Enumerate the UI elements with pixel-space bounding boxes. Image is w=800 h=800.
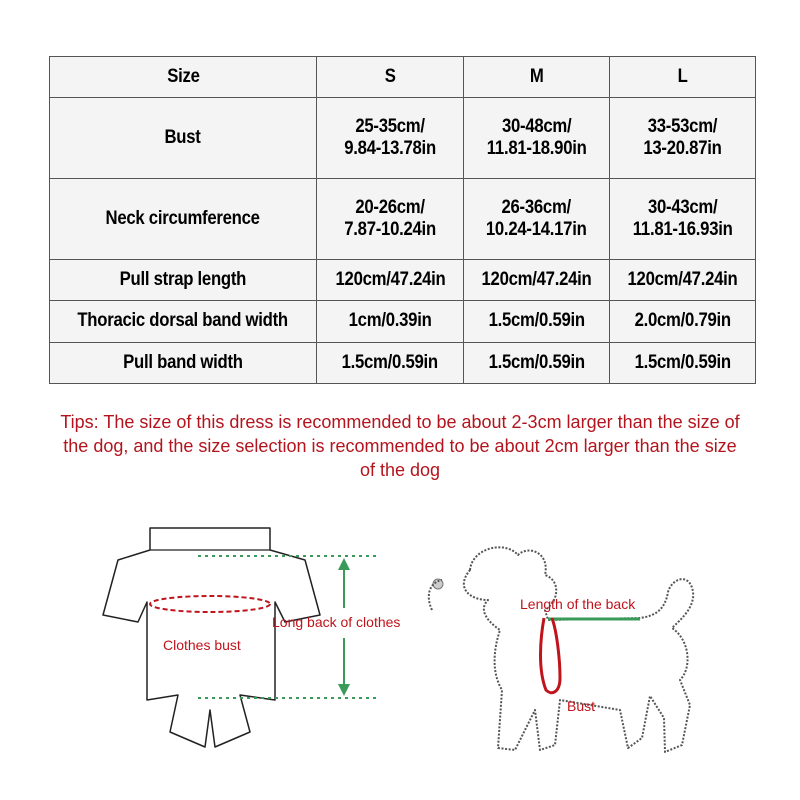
table-cell: 30-48cm/ 11.81-18.90in xyxy=(464,98,610,179)
dog-silhouette xyxy=(464,547,693,752)
table-cell: 20-26cm/ 7.87-10.24in xyxy=(317,179,464,260)
table-cell: 1.5cm/0.59in xyxy=(464,342,610,383)
table-cell: 1.5cm/0.59in xyxy=(317,342,464,383)
measurement-diagrams xyxy=(0,500,800,800)
table-header-row xyxy=(50,57,756,98)
table-row xyxy=(50,260,756,301)
table-cell: 1cm/0.39in xyxy=(317,301,464,342)
table-cell: 25-35cm/ 9.84-13.78in xyxy=(317,98,464,179)
header-s: S xyxy=(317,57,464,98)
dog-bust-label: Bust xyxy=(567,698,596,714)
row-label: Neck circumference xyxy=(50,179,317,260)
arrow-head-up xyxy=(338,558,350,570)
table-cell: 2.0cm/0.79in xyxy=(610,301,756,342)
arrow-head-down xyxy=(338,684,350,696)
size-chart-body xyxy=(50,57,756,384)
dog-bust-ring xyxy=(541,618,561,693)
table-row xyxy=(50,98,756,179)
clothes-diagram xyxy=(103,528,400,747)
size-chart-table xyxy=(49,56,756,384)
row-label: Bust xyxy=(50,98,317,179)
table-cell: 26-36cm/ 10.24-14.17in xyxy=(464,179,610,260)
dog-back-label: Length of the back xyxy=(520,596,636,612)
table-cell: 120cm/47.24in xyxy=(610,260,756,301)
table-row xyxy=(50,301,756,342)
table-row xyxy=(50,342,756,383)
long-back-label: Long back of clothes xyxy=(272,614,401,630)
table-cell: 120cm/47.24in xyxy=(464,260,610,301)
clothes-bust-label: Clothes bust xyxy=(163,637,241,653)
dog-diagram xyxy=(429,547,693,752)
table-cell: 1.5cm/0.59in xyxy=(610,342,756,383)
header-l: L xyxy=(610,57,756,98)
table-cell: 30-43cm/ 11.81-16.93in xyxy=(610,179,756,260)
row-label: Pull band width xyxy=(50,342,317,383)
table-row xyxy=(50,179,756,260)
table-cell: 33-53cm/ 13-20.87in xyxy=(610,98,756,179)
header-size: Size xyxy=(50,57,317,98)
sizing-tips: Tips: The size of this dress is recommended to be about 2-3cm larger than the size of the dog, and the size selection is recommended to be about 2cm larger than the size of the dog xyxy=(60,412,740,480)
header-m: M xyxy=(464,57,610,98)
row-label: Thoracic dorsal band width xyxy=(50,301,317,342)
row-label: Pull strap length xyxy=(50,260,317,301)
table-cell: 120cm/47.24in xyxy=(317,260,464,301)
table-cell: 1.5cm/0.59in xyxy=(464,301,610,342)
